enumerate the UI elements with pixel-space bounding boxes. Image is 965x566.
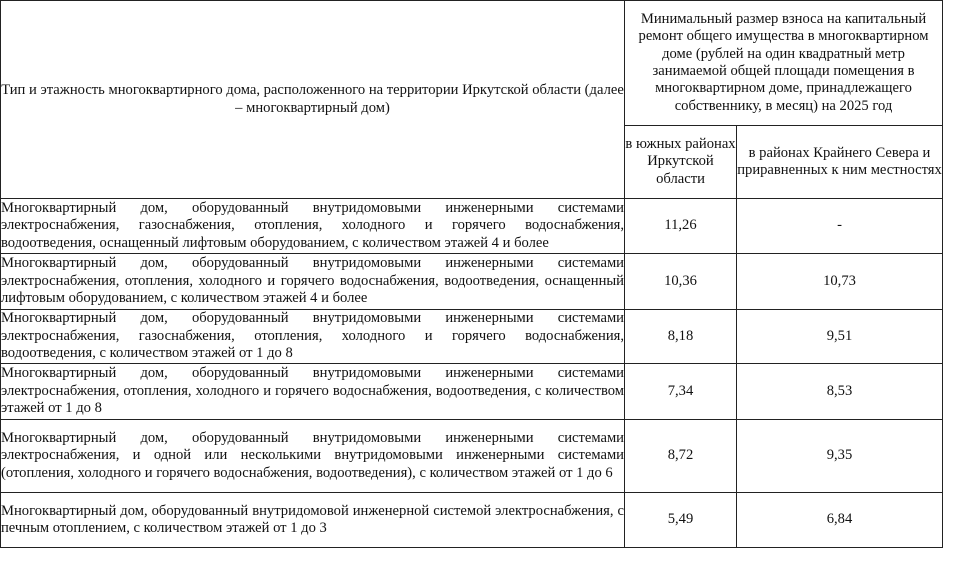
south-value: 8,72 <box>625 420 737 493</box>
fee-group-header: Минимальный размер взноса на капитальный ремонт общего имущества в многоквартирном доме (рублей на один квадратный метр занимаемой общей площади помещения в многоквартирном доме, принадлежащего собственнику, в месяц) на 2025 год <box>625 1 943 126</box>
row-description: Многоквартирный дом, оборудованный внутридомовыми инженерными системами электроснабжения, отопления, холодного и горячего водоснабжения, водоотведения, оснащенный лифтовым оборудованием, с количеством этажей 4 и более <box>1 254 625 310</box>
south-value: 11,26 <box>625 199 737 254</box>
north-column-header: в районах Крайнего Севера и приравненных к ним местностях <box>737 126 943 199</box>
table-row <box>1 199 943 254</box>
row-description: Многоквартирный дом, оборудованный внутридомовыми инженерными системами электроснабжения, газоснабжения, отопления, холодного и горячего водоснабжения, водоотведения, оснащенный лифтовым оборудованием, с количеством этажей 4 и более <box>1 199 625 254</box>
south-value: 5,49 <box>625 493 737 548</box>
north-value: 10,73 <box>737 254 943 310</box>
table-row <box>1 254 943 310</box>
row-description: Многоквартирный дом, оборудованный внутридомовыми инженерными системами электроснабжения, газоснабжения, отопления, холодного и горячего водоснабжения, водоотведения, с количеством этажей от 1 до 8 <box>1 310 625 364</box>
row-description: Многоквартирный дом, оборудованный внутридомовыми инженерными системами электроснабжения, отопления, холодного и горячего водоснабжения, водоотведения, с количеством этажей от 1 до 8 <box>1 364 625 420</box>
north-value: 9,51 <box>737 310 943 364</box>
type-column-header: Тип и этажность многоквартирного дома, расположенного на территории Иркутской области (далее – многоквартирный дом) <box>1 1 625 199</box>
south-value: 7,34 <box>625 364 737 420</box>
north-value: 9,35 <box>737 420 943 493</box>
north-value: - <box>737 199 943 254</box>
north-value: 6,84 <box>737 493 943 548</box>
south-column-header: в южных районах Иркутской области <box>625 126 737 199</box>
table-row <box>1 493 943 548</box>
header-row <box>1 1 943 126</box>
table-row <box>1 364 943 420</box>
row-description: Многоквартирный дом, оборудованный внутридомовой инженерной системой электроснабжения, с печным отоплением, с количеством этажей от 1 до 3 <box>1 493 625 548</box>
table-row <box>1 310 943 364</box>
table-row <box>1 420 943 493</box>
south-value: 8,18 <box>625 310 737 364</box>
north-value: 8,53 <box>737 364 943 420</box>
south-value: 10,36 <box>625 254 737 310</box>
row-description: Многоквартирный дом, оборудованный внутридомовыми инженерными системами электроснабжения, и одной или несколькими внутридомовыми инженерными системами (отопления, холодного и горячего водоснабжения, водоотведения), с количеством этажей от 1 до 6 <box>1 420 625 493</box>
